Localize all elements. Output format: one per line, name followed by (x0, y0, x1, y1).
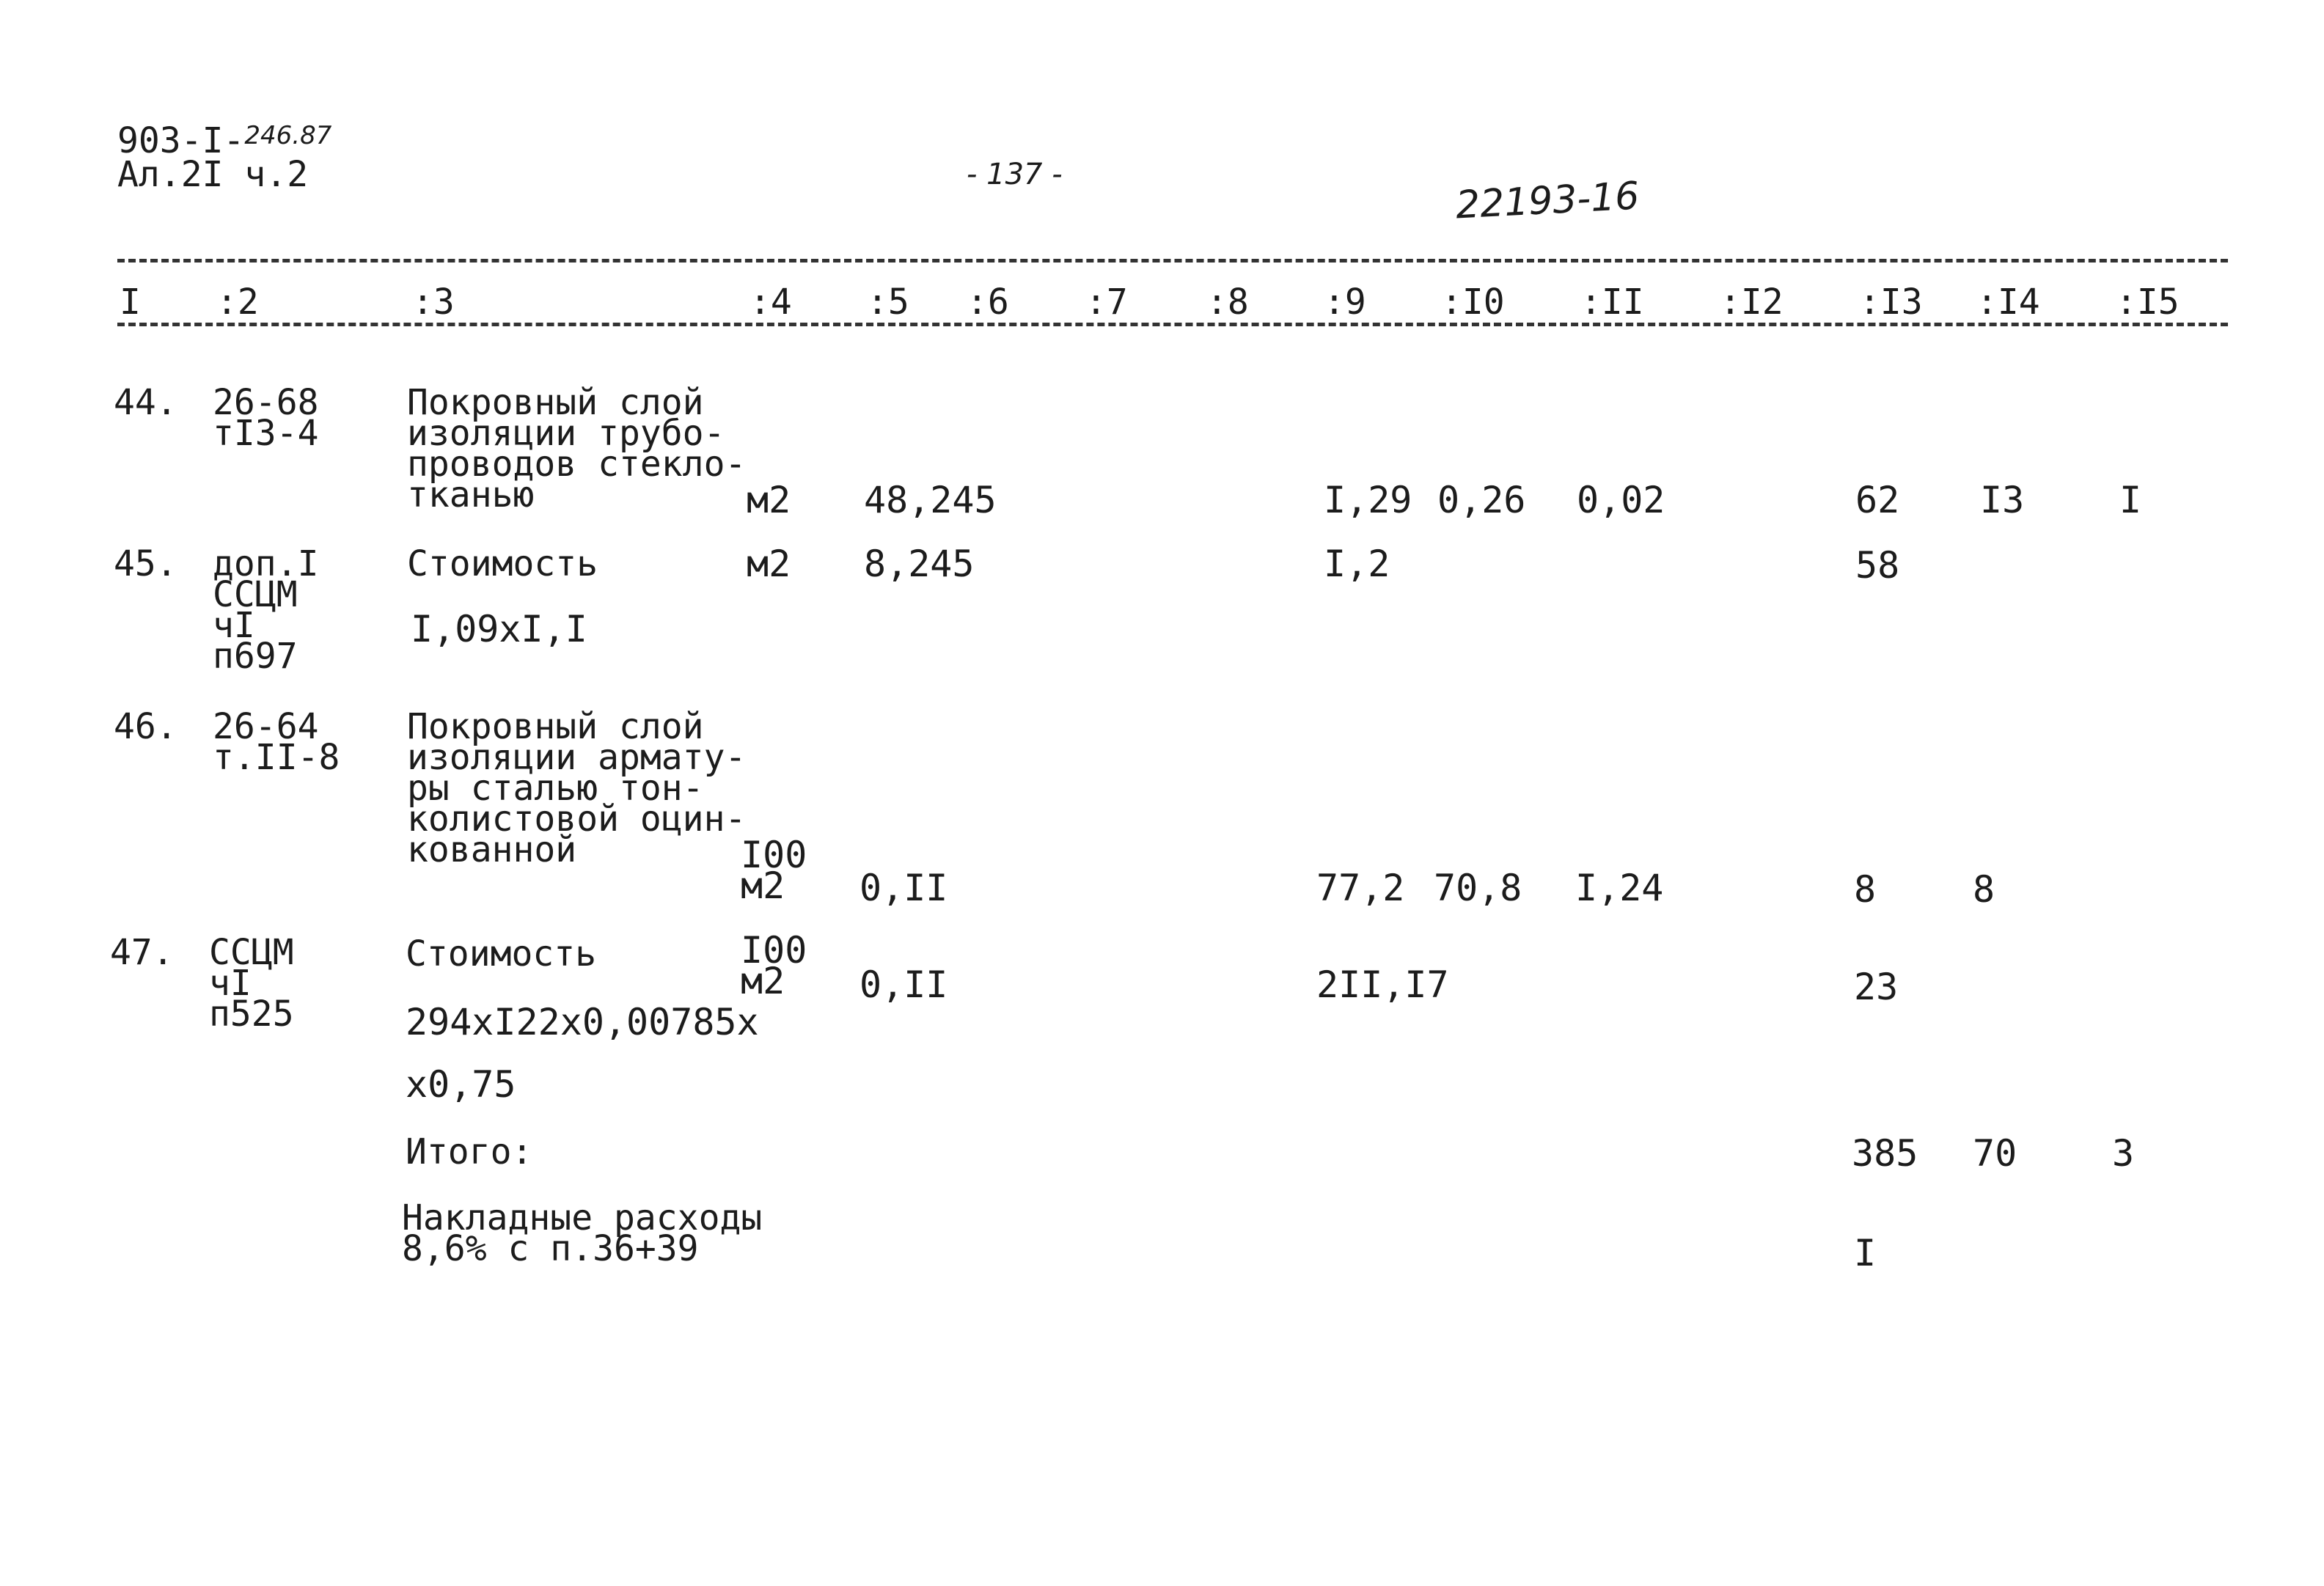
column-header-4: :4 (749, 282, 792, 323)
row-46-col9: 77,2 (1316, 867, 1405, 909)
row-46-col13: 8 (1854, 868, 1877, 911)
row-44-col10: 0,26 (1437, 479, 1526, 521)
overhead-col13: I (1854, 1232, 1877, 1274)
row-46-code: 26-64 т.II-8 (213, 706, 340, 778)
row-44-name: Покровный слой изоляции трубо- проводов стекло- тканью (407, 382, 747, 515)
column-header-11: :II (1580, 282, 1644, 323)
header-rule (117, 323, 2228, 326)
column-header-9: :9 (1324, 282, 1366, 323)
row-47-number: 47. (110, 932, 174, 973)
row-45-calc: I,09xI,I (411, 608, 587, 650)
column-header-6: :6 (967, 282, 1009, 323)
row-45-unit: м2 (747, 543, 791, 585)
column-header-12: :I2 (1720, 282, 1784, 323)
column-header-5: :5 (867, 282, 909, 323)
row-44-unit: м2 (747, 479, 791, 521)
column-header-1: I (120, 282, 141, 323)
row-45-col13: 58 (1855, 544, 1900, 587)
column-header-10: :I0 (1441, 282, 1505, 323)
album-label: Ал.2I ч.2 (117, 154, 309, 195)
column-header-7: :7 (1085, 282, 1128, 323)
row-47-calc-line2: x0,75 (406, 1063, 516, 1106)
column-header-2: :2 (216, 282, 259, 323)
row-44-col15: I (2119, 479, 2142, 521)
top-rule (117, 259, 2228, 263)
row-45-code: доп.I ССЦМ чI п697 (213, 543, 319, 677)
row-47-name: Стоимость (406, 933, 597, 974)
document-code: 903-I-$^{246.87}$ (117, 120, 332, 161)
row-44-col13: 62 (1855, 479, 1900, 521)
row-46-qty: 0,II (859, 867, 948, 909)
row-44-qty: 48,245 (864, 479, 997, 521)
row-46-unit: I00 м2 (741, 834, 807, 907)
column-header-13: :I3 (1859, 282, 1923, 323)
row-46-col11: I,24 (1575, 867, 1664, 909)
row-44-col9: I,29 (1324, 479, 1412, 521)
total-col15: 3 (2112, 1132, 2135, 1175)
row-45-col9: I,2 (1324, 543, 1390, 585)
row-44-col11: 0,02 (1577, 479, 1665, 521)
row-46-name: Покровный слой изоляции армату- ры сталью тон- колистовой оцин- кованной (407, 706, 747, 870)
column-header-15: :I5 (2116, 282, 2180, 323)
row-47-col9: 2II,I7 (1316, 963, 1449, 1006)
row-47-col13: 23 (1854, 966, 1899, 1008)
total-col14: 70 (1973, 1132, 2017, 1175)
row-44-code: 26-68 тI3-4 (213, 382, 319, 454)
column-header-14: :I4 (1976, 282, 2040, 323)
row-44-col14: I3 (1980, 479, 2025, 521)
row-47-code: ССЦМ чI п525 (209, 932, 294, 1035)
total-col13: 385 (1852, 1132, 1918, 1175)
total-label: Итого: (406, 1131, 533, 1172)
row-47-qty: 0,II (859, 963, 948, 1006)
column-header-3: :3 (412, 282, 455, 323)
row-47-calc-line1: 294xI22x0,00785x (406, 1001, 759, 1043)
row-46-col14: 8 (1973, 868, 1995, 911)
archive-number: 22193-16 (1454, 174, 1641, 228)
document-code-handwritten: 246.87 (244, 121, 332, 150)
row-46-number: 46. (114, 706, 177, 747)
row-47-unit: I00 м2 (741, 929, 807, 1002)
overhead-label: Накладные расходы 8,6% с п.36+39 (402, 1197, 763, 1269)
column-header-8: :8 (1206, 282, 1249, 323)
row-44-number: 44. (114, 382, 177, 423)
row-45-qty: 8,245 (864, 543, 975, 585)
row-45-number: 45. (114, 543, 177, 584)
page-number: - 137 - (967, 158, 1063, 191)
row-45-name: Стоимость (407, 543, 598, 584)
row-46-col10: 70,8 (1434, 867, 1522, 909)
